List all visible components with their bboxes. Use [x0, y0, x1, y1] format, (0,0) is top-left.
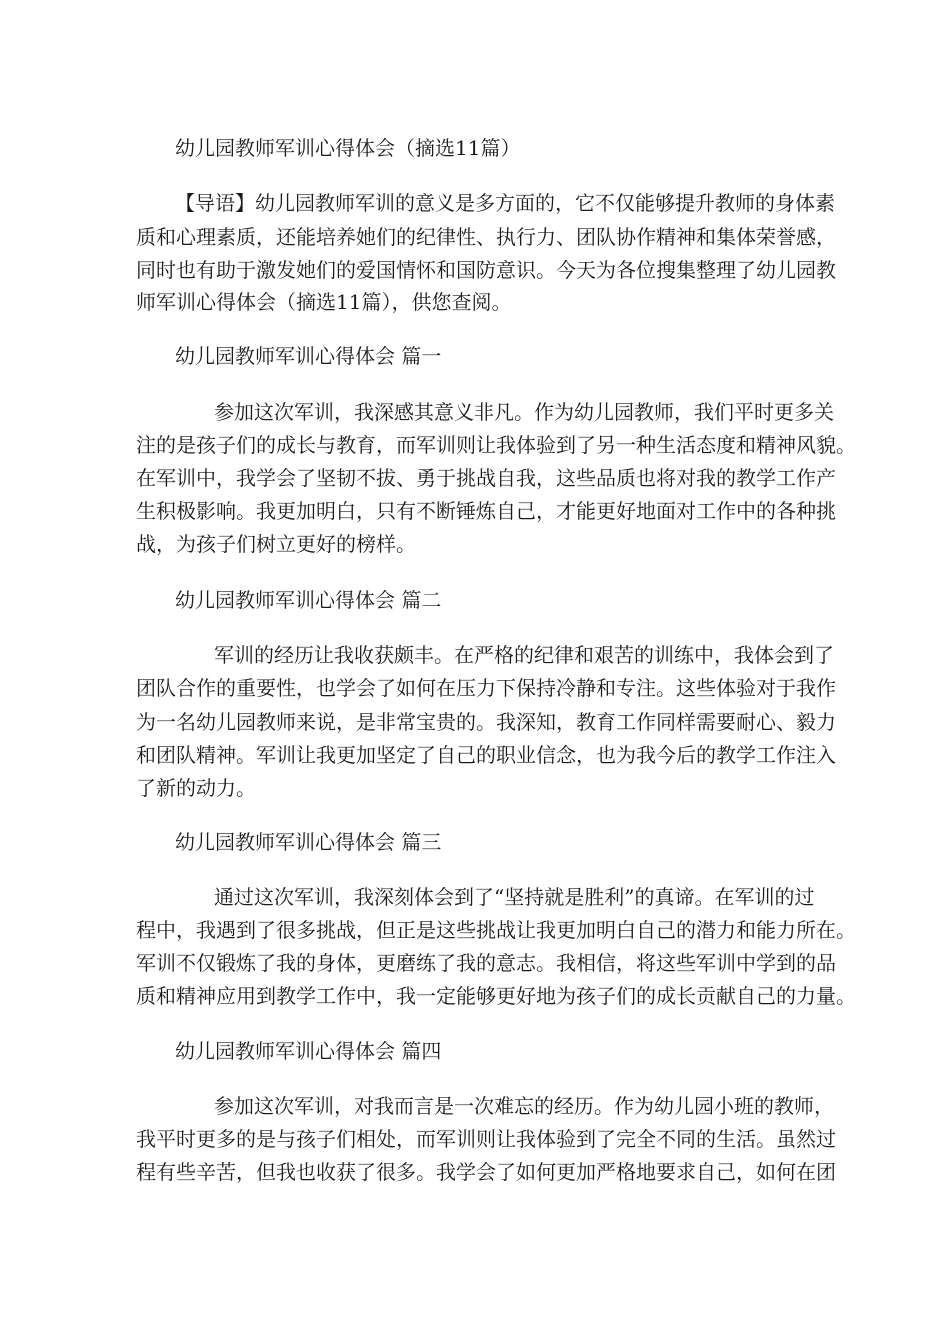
paragraph-line: 和团队精神。军训让我更加坚定了自己的职业信念，也为我今后的教学工作注入: [136, 743, 836, 767]
paragraph-line: 通过这次军训，我深刻体会到了“坚持就是胜利”的真谛。在军训的过: [214, 885, 815, 909]
paragraph-line: 生积极影响。我更加明白，只有不断锤炼自己，才能更好地面对工作中的各种挑: [136, 499, 836, 523]
paragraph-line: 为一名幼儿园教师来说，是非常宝贵的。我深知，教育工作同样需要耐心、毅力: [136, 710, 836, 734]
paragraph-line: 参加这次军训，对我而言是一次难忘的经历。作为幼儿园小班的教师，: [214, 1094, 834, 1118]
paragraph-line: 在军训中，我学会了坚韧不拔、勇于挑战自我，这些品质也将对我的教学工作产: [136, 466, 836, 490]
intro-line: 师军训心得体会（摘选11篇），供您查阅。: [136, 290, 512, 314]
paragraph-line: 战，为孩子们树立更好的榜样。: [136, 532, 416, 556]
paragraph-line: 了新的动力。: [136, 776, 256, 800]
section-heading: 幼儿园教师军训心得体会 篇一: [175, 344, 442, 368]
paragraph-line: 我平时更多的是与孩子们相处，而军训则让我体验到了完全不同的生活。虽然过: [136, 1127, 836, 1151]
paragraph-line: 程中，我遇到了很多挑战，但正是这些挑战让我更加明白自己的潜力和能力所在。: [136, 918, 856, 942]
paragraph-line: 参加这次军训，我深感其意义非凡。作为幼儿园教师，我们平时更多关: [214, 400, 834, 424]
intro-line: 【导语】幼儿园教师军训的意义是多方面的，它不仅能够提升教师的身体素: [175, 191, 835, 215]
paragraph-line: 程有些辛苦，但我也收获了很多。我学会了如何更加严格地要求自己，如何在团: [136, 1160, 836, 1184]
paragraph-line: 军训的经历让我收获颇丰。在严格的纪律和艰苦的训练中，我体会到了: [214, 643, 834, 667]
section-heading: 幼儿园教师军训心得体会 篇四: [175, 1039, 442, 1063]
section-heading: 幼儿园教师军训心得体会 篇二: [175, 588, 442, 612]
document-title: 幼儿园教师军训心得体会（摘选11篇）: [175, 136, 521, 160]
paragraph-line: 注的是孩子们的成长与教育，而军训则让我体验到了另一种生活态度和精神风貌。: [136, 433, 856, 457]
paragraph-line: 军训不仅锻炼了我的身体，更磨练了我的意志。我相信，将这些军训中学到的品: [136, 951, 836, 975]
paragraph-line: 质和精神应用到教学工作中，我一定能够更好地为孩子们的成长贡献自己的力量。: [136, 984, 856, 1008]
intro-line: 同时也有助于激发她们的爱国情怀和国防意识。今天为各位搜集整理了幼儿园教: [136, 258, 836, 282]
paragraph-line: 团队合作的重要性，也学会了如何在压力下保持冷静和专注。这些体验对于我作: [136, 676, 836, 700]
section-heading: 幼儿园教师军训心得体会 篇三: [175, 830, 442, 854]
intro-line: 质和心理素质，还能培养她们的纪律性、执行力、团队协作精神和集体荣誉感，: [136, 225, 836, 249]
